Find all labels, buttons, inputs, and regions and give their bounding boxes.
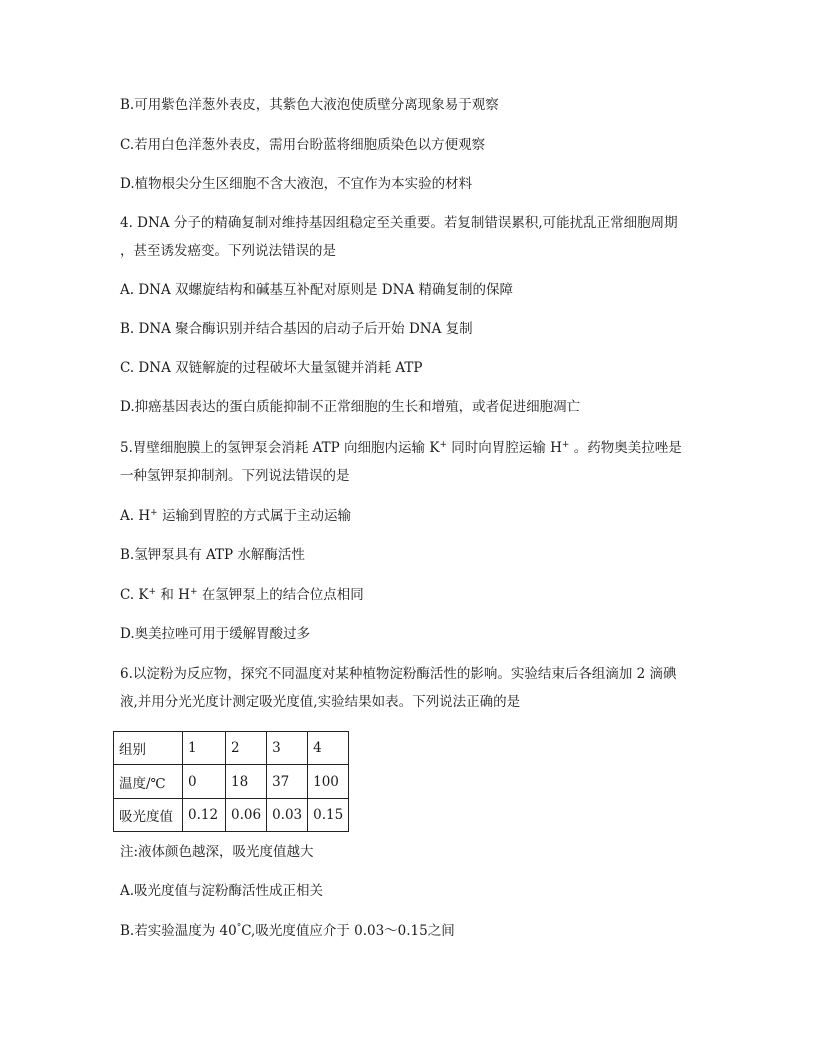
- table-cell: 0.03: [267, 799, 308, 832]
- table-row: [114, 799, 349, 832]
- table-cell: 18: [226, 765, 267, 799]
- table-note: 注:液体颜色越深，吸光度值越大: [120, 844, 314, 860]
- q5-text-part1: 5.胃壁细胞膜上的氢钾泵会消耗 ATP 向细胞内运输 K: [120, 440, 440, 456]
- option-5c: [120, 585, 716, 605]
- h-plus-sup: +: [189, 587, 198, 597]
- option-5c-part2: 和 H: [156, 587, 190, 603]
- option-4c: C. DNA 双链解旋的过程破坏大量氢键并消耗 ATP: [120, 360, 423, 376]
- option-3d: D.植物根尖分生区细胞不含大液泡，不宜作为本实验的材料: [120, 176, 473, 192]
- question-5-stem-line2: 一种氢钾泵抑制剂。下列说法错误的是: [120, 468, 350, 484]
- option-5a-part1: A. H: [120, 508, 151, 524]
- table-cell: 4: [308, 732, 349, 765]
- option-5c-part3: 在氢钾泵上的结合位点相同: [197, 587, 364, 603]
- table-cell: 2: [226, 732, 267, 765]
- question-6-stem-line2: 液,并用分光光度计测定吸光度值,实验结果如表。下列说法正确的是: [120, 694, 521, 710]
- table-cell: 37: [267, 765, 308, 799]
- option-6b: [120, 921, 716, 941]
- table-cell: 0: [183, 765, 226, 799]
- question-4-stem-line2: ，甚至诱发癌变。下列说法错误的是: [120, 243, 336, 259]
- h-plus-sup: +: [561, 440, 570, 450]
- table-cell: 1: [183, 732, 226, 765]
- k-plus-sup: +: [148, 587, 157, 597]
- results-table: [113, 731, 349, 832]
- option-6a: A.吸光度值与淀粉酶活性成正相关: [120, 883, 324, 899]
- option-4a: A. DNA 双螺旋结构和碱基互补配对原则是 DNA 精确复制的保障: [120, 282, 513, 298]
- table-cell: 组别: [114, 732, 183, 765]
- k-plus-sup: +: [439, 440, 447, 450]
- degree-sup: °: [236, 923, 242, 933]
- option-4d: D.抑癌基因表达的蛋白质能抑制不正常细胞的生长和增殖，或者促进细胞凋亡: [120, 399, 581, 415]
- option-3b: B.可用紫色洋葱外表皮，其紫色大液泡使质壁分离现象易于观察: [120, 97, 499, 113]
- question-4-stem-line1: 4. DNA 分子的精确复制对维持基因组稳定至关重要。若复制错误累积,可能扰乱正常细胞周期: [120, 215, 678, 231]
- option-5a: [120, 506, 716, 526]
- option-5d: D.奥美拉唑可用于缓解胃酸过多: [120, 626, 311, 642]
- table-cell: 3: [267, 732, 308, 765]
- option-5c-part1: C. K: [120, 587, 149, 603]
- option-5a-part2: 运输到胃腔的方式属于主动运输: [157, 508, 351, 524]
- option-5b: B.氢钾泵具有 ATP 水解酶活性: [120, 547, 305, 563]
- option-6b-part1: B.若实验温度为 40: [120, 923, 237, 939]
- table-cell: 吸光度值: [114, 799, 183, 832]
- q5-text-part2: 同时向胃腔运输 H: [447, 440, 562, 456]
- option-6b-part2: C,吸光度值应介于 0.03～0.15之间: [241, 923, 455, 939]
- table-cell: 温度/℃: [114, 765, 183, 799]
- table-cell: 0.06: [226, 799, 267, 832]
- question-6-stem-line1: 6.以淀粉为反应物，探究不同温度对某种植物淀粉酶活性的影响。实验结束后各组滴加 2 滴碘: [120, 666, 677, 682]
- table-cell: 0.12: [183, 799, 226, 832]
- table-cell: 100: [308, 765, 349, 799]
- question-5-stem-line1: [120, 438, 716, 458]
- h-plus-sup: +: [150, 508, 158, 518]
- q5-text-part3: 。药物奥美拉唑是: [569, 440, 682, 456]
- table-cell: 0.15: [308, 799, 349, 832]
- table-row: [114, 732, 349, 765]
- table-row: [114, 765, 349, 799]
- option-3c: C.若用白色洋葱外表皮，需用台盼蓝将细胞质染色以方便观察: [120, 137, 486, 153]
- option-4b: B. DNA 聚合酶识别并结合基因的启动子后开始 DNA 复制: [120, 321, 473, 337]
